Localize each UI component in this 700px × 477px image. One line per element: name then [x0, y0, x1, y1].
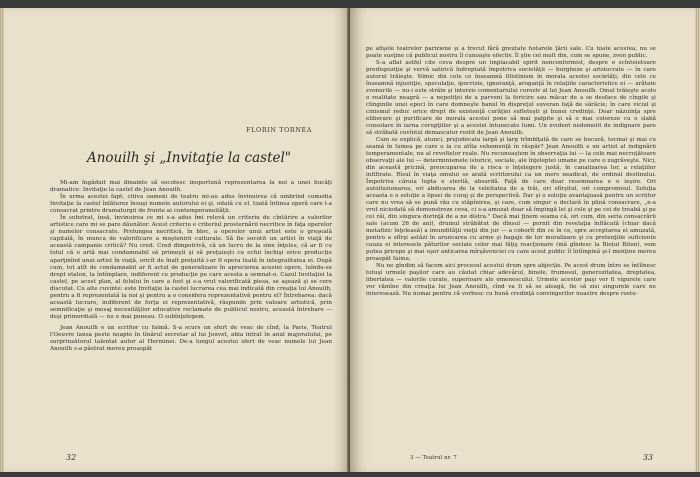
article-title: Anouilh şi „Invitaţie la castel"	[86, 150, 292, 166]
right-page-edges	[695, 8, 700, 472]
left-body-text	[50, 180, 332, 353]
paragraph: S-a aflat astfel cite ceva despre un implacabil spirit nonconformist, despre o scînteietoare predispoziţie şi vervă satirică îndreptată împotriva societăţii — burgheze şi aristocrate — în care autorul trăieşte. Nimic din cele ce înseamnă filistinism în morala acestei societăţi, din cele ce înseamnă injustiţie, speculaţie, ipocrizie, ignoranţă, aroganţă în relaţiile caracteristice ei — arătate zvonurile — nu-i este străin şi interzis comentariului coroziv al lui Jean Anouilh. Omul trăieşte acolo o realitate neagră — a nepotiţei de a parveni la fericire sau măcar de a se desface de cîngile şi clinginile unei epoci în care domneşte banul în dispreţul suveran faţă de sărăcie; în care viciul şi cinismul reduc orice drept de existenţă curăţiei sufleteşti şi bunei credinţe. Doar năzuinţa spre eliberare şi purificare de morala acestei pone să mai palpite şi să o mai coloreze cu o slabă consolare în iarna corupţiilor şi a acestei întunecate lumi. Un evident nedomolit de indignare pare să străbată cuvîntul demascator rostit de Jean Anouilh.	[366, 60, 656, 136]
paragraph: Nu ne gîndim să facem aici procesul acestui drum spre abjecţie. Pe acest drum între se întîlnesc totuşi urmele paşilor care au căutat chiar adevărul, binele, frumosul, generozitatea, dreptatea, libertatea — valorile curate, superioare ale omenescului. Urmele acestor paşi vor fi vigurele care vor rămîne din creaţia lui Jean Anouilh, cînd va fi să se aleagă, fie să zisi singurele care ne interesează. Nu numai pentru că vorbesc cu bună credinţă convingerilor noastre despre rostu-	[366, 263, 656, 297]
paragraph: Cum se explică, atunci, prejudecata largă şi larg trîmbiţată de care se bucură, tocmai şi mai cu seamă în lumea pe care o ia cu atîta vehemenţă în răspăr? Jean Anouilh e un artist al indignării temperamentale, nu al revoltelor reale. Nu recunoaştem în observaţia lui — la cele mai necruţătoare observaţii ale lui — determinismele istorice, sociale, ale înţeleptei umane pe care o zugrăveşte. Nici, din această pricină, preocuparea de a risca o înţelegere justă, în canalizarea lor, a relaţiilor infiltrate. Rîsul în viaţa omului se arată scriitorului ca un mers neadicat, de ordinul destinului. Împotriva căruia lupta e sterilă, absurdă. Faţă de care doar resemnarea e o ieşire. Ori autoiluzionarea, ori abdicarea de la veleitatea de a trăi, ori sfîrşitul, ori compromisul. Soluţia aceasta e o soluţie a lipsei de curaj şi de perspectivă. Dar şi o soluţie avantajoasă pentru un scriitor care nu vrea să se pună rău cu stăpînirea, şi care, cum singur o declară în plină consacrare, „n-a vrut niciodată să demonstreze ceva, ci s-a amuzat doar să împingă lei şi cele şi pe cei de treabă şi pe cei răi, din singura dorinţă de a ne distra." Dacă mai ţinem seama că, ori cum, din seria consacrării sale (acum 26 de ani), drumul străbătut de dînsul — pornit din revelaţia înflăcată (chiar dacă metafizic înţeleasă) a imundităţii vieţii din jur — a coborît din ce în ce, spre acceptarea ei amuzată, pentru a sfîrşi astăzi în aruncarea cu arme şi bagaje de lor moralizare şi cu pretenţiile suficiente cauza ei interesele păturilor sociale celor mai făţiş reacţionare (mă gîndesc la Biețul Biton), vom putea pricepe şi mai uşor anticarea mîrşăvenciei cu care acest public îl întîmpină şi-l menţine mereu proaspăt faima.	[366, 137, 656, 262]
paragraph: Mi-am îngăduit mai dinainte să socotesc inoportună reprezentarea la noi a unei bucăţi dramatice: Invitaţie la castel de Jean Anouilh.	[50, 180, 332, 194]
article-author: FLORIN TORNEA	[246, 126, 312, 134]
page-footer: 3 — Teatrul nr. 7	[410, 455, 457, 461]
page-number-left: 32	[66, 453, 77, 462]
paragraph: În substrat, însă, învinuirea ce mi s-a adus îmi relevă un criteriu de cîntărire a valorilor artistice care mi se pare dăunător. Acest criteriu e criteriul prosternării necritice în faţa operelor şi numelor consacrate. Prelungea necritică, în bloc, a operelor unui artist este o greşeală capitală, în munca de valorificare a moştenirii culturale. Să fie socotit un artist în viaţă de această campanie critică? Nu cred. Cred dimpotrivă, că un lucru de la sine înţeles, că ar fi cu totul că o artă mai condamnabil să primeşti şi să preţuieşti cu ochii închişi orice producţie aparţinînd unui artist în viaţă, oricît de înalt preţuită i-ar fi opera luată în integralitatea ei. După cum, tot atît de condamnabil ar fi actul de generalizare în aprecierea acestei opere, luîndu-se drept etalon, la întîmplare, indiferent ce producţie pe care acesta a semnat-o. Cazul Invitaţiei la castel, pe acest plan, al felului în care a fost şi s-a vrut valorificată piesa, se aşează şi se cere discutat. Cu alte cuvinte: este Invitaţie la castel lucrarea cea mai indicată din creaţia lui Anouilh, pentru a fi reprezentată la noi şi pentru a o considera reprezentativă pentru el? Întrebarea: dacă această lucrare, indiferent de forţa ei reprezentativă, răspunde prin valoare artistică, prin semnificaţie şi mesaj necesităţilor educative reclamate de publicul nostru, această întrebare — deşi primordială — nu e mai puneau. O subînţelegem.	[50, 215, 332, 320]
left-page	[4, 8, 350, 472]
right-body-text	[366, 46, 656, 298]
page-number-right: 33	[642, 453, 653, 462]
paragraph: Jean Anouilh e un scriitor cu faimă. S-a scurs un sfert de veac de cînd, la Paris, Teatrul l'Oeuvre lansa peste noapte în tînărul secretar al lui Jouvet, abia intrat în anul majoratului, pe surprinzătorul talentat autor al Herminei. De-a lungul acestui sfert de veac numele lui Jean Anouilh s-a păstrat mereu proaspăt	[50, 324, 332, 353]
right-page	[350, 8, 695, 472]
paragraph: pe afişele teatrelor pariziene şi a trecut fără greutate hotarele ţării sale. Cu toate acestea, nu se poate susţine că publicul nostru îl cunoaşte efectiv. Îl ştie cel mult din, cum se spune, zvon public.	[366, 46, 656, 59]
paragraph: În urma acestei fapt, citiva oameni de teatru mi-au adus învinuirea că umbrind comedia Invitaţie la castel înlăturez însuşi numele autorului ei şi, odată cu el, toată întinsa operă care l-a consacrat printre dramaturgii de frunte ai contemporaneităţii.	[50, 194, 332, 215]
